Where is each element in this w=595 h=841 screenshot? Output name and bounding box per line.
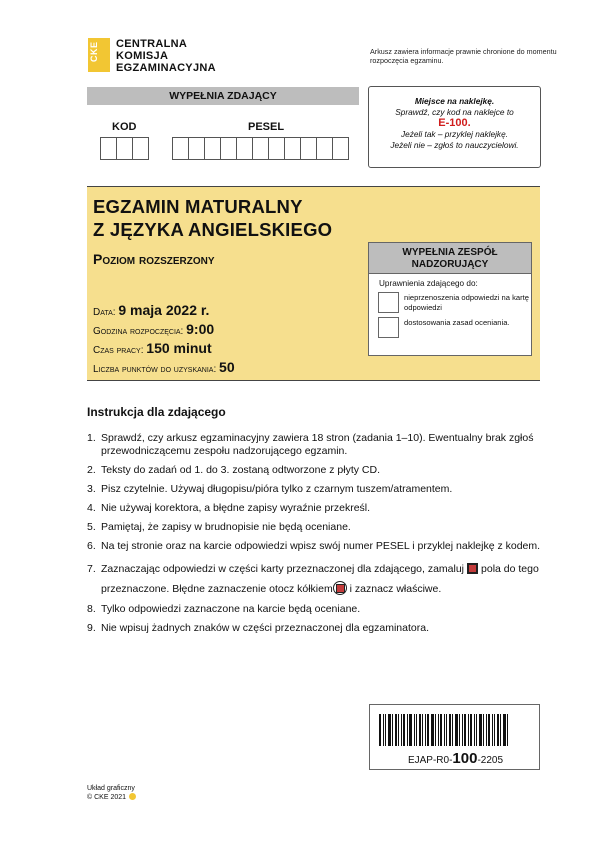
barcode-bar: [470, 714, 472, 746]
kod-label: KOD: [112, 121, 137, 133]
barcode-bar: [455, 714, 458, 746]
exam-title-line-1: EGZAMIN MATURALNY: [93, 196, 303, 217]
logo-line-1: CENTRALNA: [116, 38, 188, 50]
pesel-box[interactable]: [268, 137, 285, 160]
exam-start: [93, 321, 214, 337]
barcode-label: [370, 750, 541, 767]
exam-level: Poziom rozszerzony: [93, 251, 215, 267]
barcode-box: [369, 704, 540, 770]
barcode-bar: [385, 714, 386, 746]
barcode-bar: [488, 714, 490, 746]
barcode-bar: [494, 714, 495, 746]
exam-date: [93, 302, 209, 318]
pesel-box[interactable]: [300, 137, 317, 160]
instruction-text: Sprawdź, czy arkusz egzaminacyjny zawiera 18 stron (zadania 1–10). Ewentualny brak zgłoś przewodniczącemu zespołu nadzorującego egzamin.: [101, 432, 534, 457]
date-value: 9 maja 2022 r.: [118, 302, 210, 318]
logo-mark-text: CKE: [89, 41, 99, 62]
barcode-bar: [383, 714, 384, 746]
barcode-bar: [444, 714, 445, 746]
instruction-text: Nie używaj korektora, a błędne zapisy wyraźnie przekreśl.: [101, 502, 371, 514]
logo-line-2: KOMISJA: [116, 50, 169, 62]
kod-boxes[interactable]: [100, 137, 148, 160]
pesel-box[interactable]: [316, 137, 333, 160]
instruction-number: 4.: [87, 502, 96, 514]
candidate-header: WYPEŁNIA ZDAJĄCY: [87, 87, 359, 105]
pesel-box[interactable]: [332, 137, 349, 160]
points-label: Liczba punktów do uzyskania:: [93, 364, 217, 375]
instruction-text: Tylko odpowiedzi zaznaczone na karcie będą oceniane.: [101, 603, 361, 615]
instruction-number: 6.: [87, 540, 96, 552]
barcode-bar: [403, 714, 405, 746]
instruction-item: [87, 559, 547, 599]
sticker-placeholder: [368, 86, 541, 168]
pesel-box[interactable]: [220, 137, 237, 160]
team-option-2-label: dostosowania zasad oceniania.: [404, 318, 510, 327]
instruction-text: Na tej stronie oraz na karcie odpowiedzi wpisz swój numer PESEL i przyklej naklejkę z kodem.: [101, 540, 541, 552]
team-option-1: [378, 292, 531, 313]
team-checkbox[interactable]: [378, 292, 399, 313]
kod-box[interactable]: [132, 137, 149, 160]
filled-square-icon: [467, 563, 478, 574]
barcode-bar: [462, 714, 463, 746]
pesel-boxes[interactable]: [172, 137, 348, 160]
barcode-bar: [395, 714, 397, 746]
cke-logo-mark: [88, 38, 110, 72]
instruction-text-part: Zaznaczając odpowiedzi w części karty przeznaczonej dla zdającego, zamaluj: [101, 563, 465, 575]
sticker-line-2: Jeżeli tak – przyklej naklejkę.: [401, 129, 508, 139]
team-option-2: [378, 317, 531, 338]
team-subtitle: Uprawnienia zdającego do:: [379, 279, 478, 288]
pesel-box[interactable]: [284, 137, 301, 160]
barcode-bar: [497, 714, 499, 746]
barcode-bar: [401, 714, 402, 746]
start-label: Godzina rozpoczęcia:: [93, 326, 184, 337]
kod-box[interactable]: [100, 137, 117, 160]
exam-duration: [93, 340, 212, 356]
barcode-bar: [422, 714, 423, 746]
cke-dot-icon: [129, 793, 136, 800]
pesel-box[interactable]: [252, 137, 269, 160]
instruction-text: Pamiętaj, że zapisy w brudnopisie nie będą oceniane.: [101, 521, 351, 533]
barcode-bar: [446, 714, 447, 746]
barcode-bar: [476, 714, 477, 746]
barcode-bar: [398, 714, 399, 746]
sticker-title: Miejsce na naklejkę.: [414, 96, 495, 106]
instruction-number: 5.: [87, 521, 96, 533]
logo-line-3: EGZAMINACYJNA: [116, 62, 216, 74]
exam-title: [93, 195, 332, 241]
instruction-item: [87, 432, 547, 458]
barcode-bar: [486, 714, 487, 746]
exam-panel: [87, 186, 540, 381]
instruction-number: 3.: [87, 483, 96, 495]
pesel-box[interactable]: [236, 137, 253, 160]
barcode-bar: [459, 714, 460, 746]
duration-value: 150 minut: [146, 340, 212, 356]
sticker-line-3: Jeżeli nie – zgłoś to nauczycielowi.: [390, 139, 519, 150]
team-checkbox[interactable]: [378, 317, 399, 338]
barcode-bar: [500, 714, 501, 746]
barcode-prefix: EJAP-R0-: [407, 755, 453, 766]
instruction-text: Pisz czytelnie. Używaj długopisu/pióra tylko z czarnym tuszem/atramentem.: [101, 483, 453, 495]
instruction-item: [87, 464, 547, 477]
instruction-number: 2.: [87, 464, 96, 476]
barcode-bar: [388, 714, 391, 746]
pesel-box[interactable]: [172, 137, 189, 160]
team-header: WYPEŁNIA ZESPÓŁ NADZORUJĄCY: [369, 243, 531, 274]
barcode-bar: [379, 714, 381, 746]
cke-logo: [88, 38, 216, 74]
logo-text: [116, 38, 216, 74]
barcode-number: 100: [452, 750, 478, 767]
instruction-text-part: i zaznacz właściwe.: [349, 583, 442, 595]
exam-points: [93, 359, 235, 375]
barcode-bar: [392, 714, 393, 746]
footer-line-2: © CKE 2021: [87, 794, 127, 801]
sticker-code: E-100.: [438, 117, 471, 129]
barcode-bar: [479, 714, 482, 746]
instruction-item: [87, 502, 547, 515]
instructions-list: [87, 432, 547, 641]
instruction-text-part: pola: [481, 563, 501, 575]
instruction-item: [87, 540, 547, 553]
instruction-text: Teksty do zadań od 1. do 3. zostaną odtworzone z płyty CD.: [101, 464, 380, 476]
barcode-bar: [464, 714, 466, 746]
team-option-1-label: nieprzenoszenia odpowiedzi na kartę odpowiedzi: [404, 293, 529, 312]
circled-square-icon: [333, 581, 347, 595]
barcode-bar: [474, 714, 475, 746]
footer: [87, 784, 136, 802]
instruction-text-part: do tego przeznaczone. Błędne zaznaczenie otocz kółkiem: [101, 563, 539, 595]
barcode-bar: [427, 714, 429, 746]
instruction-number: 1.: [87, 432, 96, 444]
barcode-bar: [438, 714, 439, 746]
instructions-title: Instrukcja dla zdającego: [87, 405, 226, 419]
instruction-item: [87, 603, 547, 616]
exam-title-line-2: Z JĘZYKA ANGIELSKIEGO: [93, 219, 333, 240]
barcode-bar: [492, 714, 493, 746]
kod-box[interactable]: [116, 137, 133, 160]
barcode-icon: [379, 714, 532, 746]
instruction-number: 9.: [87, 622, 96, 634]
supervisory-team-box: [368, 242, 532, 356]
barcode-bar: [449, 714, 451, 746]
instruction-text: Nie wpisuj żadnych znaków w części przeznaczonej dla egzaminatora.: [101, 622, 429, 634]
barcode-bar: [419, 714, 421, 746]
start-value: 9:00: [186, 321, 215, 337]
barcode-bar: [431, 714, 434, 746]
instruction-item: [87, 483, 547, 496]
instruction-number: 7.: [87, 563, 96, 575]
instruction-text: [101, 559, 547, 599]
barcode-bar: [407, 714, 408, 746]
sticker-line-1: Sprawdź, czy kod na naklejce to: [395, 106, 514, 117]
confidentiality-note: Arkusz zawiera informacje prawnie chronione do momentu rozpoczęcia egzaminu.: [370, 47, 557, 65]
barcode-bar: [468, 714, 469, 746]
barcode-bar: [416, 714, 417, 746]
instruction-number: 8.: [87, 603, 96, 615]
barcode-bar: [483, 714, 484, 746]
barcode-bar: [507, 714, 508, 746]
barcode-bar: [425, 714, 426, 746]
pesel-box[interactable]: [204, 137, 221, 160]
pesel-box[interactable]: [188, 137, 205, 160]
points-value: 50: [219, 359, 235, 375]
date-label: Data:: [93, 307, 116, 318]
barcode-bar: [414, 714, 415, 746]
barcode-bar: [503, 714, 506, 746]
barcode-bar: [409, 714, 412, 746]
instruction-item: [87, 521, 547, 534]
barcode-suffix: -2205: [477, 755, 504, 766]
barcode-bar: [435, 714, 436, 746]
instruction-item: [87, 622, 547, 635]
barcode-bar: [452, 714, 453, 746]
footer-line-1: Układ graficzny: [87, 785, 135, 792]
pesel-label: PESEL: [248, 121, 285, 133]
barcode-bar: [440, 714, 442, 746]
duration-label: Czas pracy:: [93, 345, 144, 356]
